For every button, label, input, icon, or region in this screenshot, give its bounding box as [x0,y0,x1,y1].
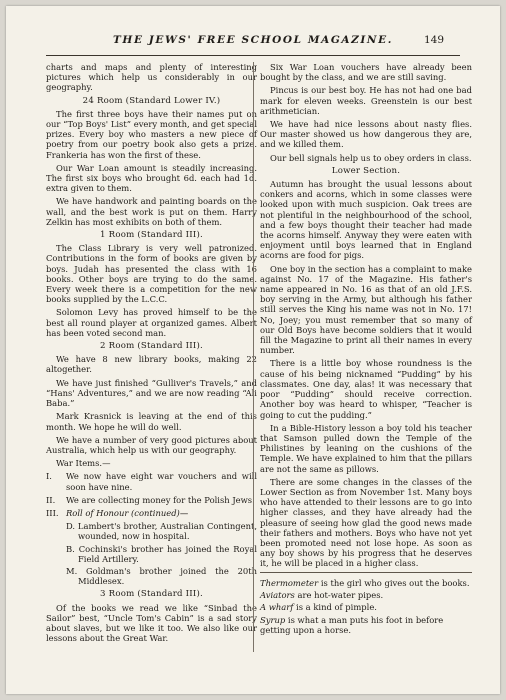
room-24-heading: 24 Room (Standard Lower IV.) [82,95,221,106]
paragraph: Our bell signals help us to obey orders in class. [270,152,472,163]
paragraph: The first three boys have their names put on our “Top Boys' List” every month, and get special prizes. Every boy who masters a new piece of poetry from our poetry book also gets a prize. Frankeria has won the first of these. [46,108,257,160]
definition-text: are hot-water pipes. [294,590,384,601]
definition-term: Thermometer [260,578,319,588]
definition-text: is the girl who gives out the books. [318,578,470,588]
magazine-page [6,6,500,694]
column-divider [253,62,254,652]
page-header [6,34,500,54]
definition [260,615,472,635]
paragraph: There are some changes in the classes of the Lower Section as from November 1st. Many boys who have attended to their lessons are to go into higher classes, and they have already had the pleasure of seeing how glad the good news made their fathers and mothers. Boys who have not yet been promoted need not lose hope. As soon as any boy shows by his progress that he deserves it, he will be placed in a higher class. [260,476,472,569]
definition-term: Aviators [260,590,295,601]
paragraph: In a Bible-History lesson a boy told his teacher that Samson pulled down the Temple of the Philistines by leaning on the cushions of the Temple. We have explained to him that the pillars are not the same as pillows. [260,422,472,474]
war-item-number: III. [46,507,59,518]
header-rule [46,55,460,56]
war-item-text: We are collecting money for the Polish Jews. [66,494,255,505]
paragraph: We have 8 new library books, making 22 altogether. [46,354,257,375]
war-item-number: II. [46,494,56,505]
intro-paragraph: charts and maps and plenty of interesting pictures which help us considerably in our geography. [46,62,257,93]
definition [260,578,472,588]
paragraph: The Class Library is very well patronized. Contributions in the form of books are given by boys. Judah has presented the class with 16 books. Other boys are trying to do the same. Every week there is a competition for the new books supplied by the L.C.C. [46,243,257,305]
paragraph: We have a number of very good pictures about Australia, which help us with our geography. [46,434,257,455]
definition [260,590,472,600]
room-3-heading: 3 Room (Standard III). [100,589,203,600]
left-column [46,62,257,646]
definition [260,602,472,612]
war-item-text: We now have eight war vouchers and will soon have nine. [66,471,257,492]
lower-section-heading: Lower Section. [331,165,401,176]
definition-term: Syrup [260,614,286,625]
definition-text: is a kind of pimple. [293,602,377,613]
paragraph: We have just finished “Gulliver's Travels,” and “Hans' Adventures,” and we are now reading “Ali Baba.” [46,377,257,409]
paragraph: We have handwork and painting boards on the wall, and the best work is put on them. Harry Zelkin has most exhibits on both of them. [46,196,257,227]
roll-entry: D. Lambert's brother, Australian Contingent, wounded, now in hospital. [66,521,257,542]
paragraph: Six War Loan vouchers have already been bought by the class, and we are still saving. [260,62,472,83]
right-column [260,62,472,572]
paragraph: One boy in the section has a complaint to make against No. 17 of the Magazine. His father's name appeared in No. 16 as that of an old J.F.S. boy serving in the Army, but although his father still serves the King his name was not in No. 17! No, Joey; you must remember that so many of our Old Boys have become soldiers that it would fill the Magazine to print all their names in every number. [260,263,472,356]
paragraph: Autumn has brought the usual lessons about conkers and acorns, which in some classes were looked upon with much suspicion. Oak trees are not plentiful in the neighbourhood of the school, and a few boys thought their teacher had made the acorns himself. Anyway they were eaten with enjoyment until boys learned that in England acorns are food for pigs. [260,179,472,261]
paragraph: There is a little boy whose roundness is the cause of his being nicknamed “Pudding” by his classmates. One day, alas! it was necessary that poor “Pudding” should receive correction. Another boy was heard to whisper, “Teacher is going to cut the pudding.” [260,358,472,420]
war-items-heading: War Items.— [56,458,111,469]
page-number: 149 [423,34,444,46]
roll-entry: M. Goldman's brother joined the 20th Middlesex. [66,565,257,587]
room-1-heading: 1 Room (Standard III). [100,230,203,241]
paragraph: Our War Loan amount is steadily increasing. The first six boys who brought 6d. each had 1d. extra given to them. [46,162,257,194]
war-item-number: I. [46,471,52,482]
war-item [46,471,257,491]
war-item [46,495,257,505]
room-2-heading: 2 Room (Standard III). [100,341,203,352]
paragraph: We have had nice lessons about nasty flies. Our master showed us how dangerous they are, and we killed them. [260,119,472,150]
paragraph: Pincus is our best boy. He has not had one bad mark for eleven weeks. Greenstein is our best arithmetician. [260,85,472,116]
paragraph: Mark Krasnick is leaving at the end of this month. We hope he will do well. [46,411,257,432]
definition-term: A wharf [260,602,294,613]
roll-of-honour-heading: Roll of Honour (continued)— [66,507,189,518]
running-title: THE JEWS' FREE SCHOOL MAGAZINE. [113,34,393,46]
definitions-box [260,572,472,637]
definition-text: is what a man puts his foot in before getting upon a horse. [260,614,444,635]
paragraph: Solomon Levy has proved himself to be the best all round player at organized games. Albert has been voted second man. [46,307,257,338]
roll-entry: B. Cochinski's brother has joined the Royal Field Artillery. [66,543,257,564]
paragraph: Of the books we read we like “Sinbad the Sailor” best, “Uncle Tom's Cabin” is a sad story about slaves, but we like it too. We also like our lessons about the Great War. [46,602,257,644]
war-item [46,508,257,518]
